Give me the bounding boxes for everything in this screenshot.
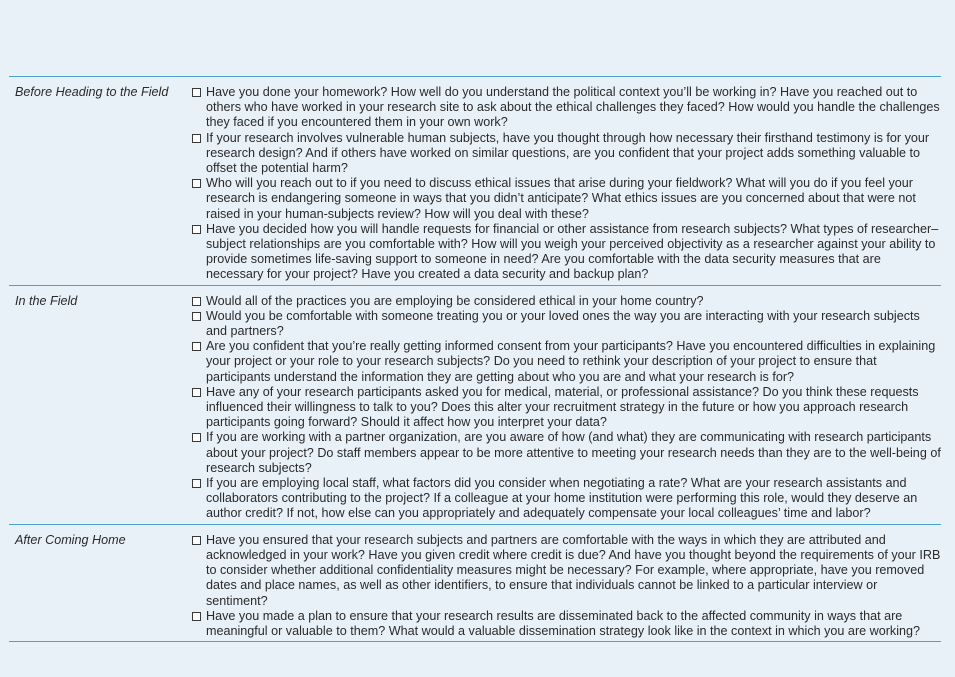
checkbox[interactable] [192, 342, 201, 351]
item-text: Would you be comfortable with someone treating you or your loved ones the way you are interacting with your research subjects and partners? [206, 308, 920, 339]
section-label: After Coming Home [15, 532, 126, 547]
checkbox[interactable] [192, 388, 201, 397]
checkbox[interactable] [192, 479, 201, 488]
checklist-item [192, 309, 941, 339]
checklist-item [192, 385, 941, 431]
checklist-item [192, 131, 941, 177]
checkbox[interactable] [192, 179, 201, 188]
checkbox[interactable] [192, 536, 201, 545]
checklist-item [192, 533, 941, 609]
checklist-item [192, 85, 941, 131]
item-text: Would all of the practices you are employing be considered ethical in your home country? [206, 293, 704, 308]
checklist-items [192, 533, 941, 639]
item-text: If your research involves vulnerable human subjects, have you thought through how necessary their firsthand testimony is for your research design? And if others have worked on similar questions, are you confident that your project adds something valuable to offset the potential harm? [206, 130, 930, 176]
checklist-item [192, 609, 941, 639]
checkbox[interactable] [192, 297, 201, 306]
checkbox[interactable] [192, 612, 201, 621]
item-text: Have any of your research participants asked you for medical, material, or professional assistance? Do you think these requests influenced their willingness to talk to you? Does this alter your recruitment strategy in the future or how you approach research participants going forward? Should it affect how you interpret your data? [206, 384, 919, 430]
checkbox[interactable] [192, 225, 201, 234]
checklist-item [192, 339, 941, 385]
checklist-item [192, 294, 941, 309]
item-text: Have you made a plan to ensure that your research results are disseminated back to the affected community in ways that are meaningful or valuable to them? What would a valuable dissemination strategy look like in the context in which you are working? [206, 608, 921, 638]
item-text: If you are working with a partner organization, are you aware of how (and what) they are communicating with research participants about your project? Do staff members appear to be more attentive to meeting your research needs than they are to the well-being of research subjects? [206, 430, 941, 475]
item-text: Have you done your homework? How well do you understand the political context you’ll be working in? Have you reached out to others who have worked in your research site to ask about the ethical challenges they faced? How would you handle the challenges they faced if you encountered them in your own work? [206, 85, 940, 130]
item-text: Who will you reach out to if you need to discuss ethical issues that arise during your fieldwork? What will you do if you feel your research is endangering someone in ways that you didn’t anticipate? What ethics issues are you concerned about that were not raised in your human-subjects review? How will you deal with these? [206, 176, 916, 221]
checklist-item [192, 430, 941, 476]
checkbox[interactable] [192, 134, 201, 143]
item-text: Have you decided how you will handle requests for financial or other assistance from research subjects? What types of researcher–subject relationships are you comfortable with? How will you weigh your perceived objectivity as a researcher against your ability to provide sometimes life-saving support to someone in need? Are you comfortable with the data security measures that are necessary for your project? Have you created a data security and backup plan? [206, 221, 939, 282]
checklist-items [192, 85, 941, 283]
checklist-item [192, 176, 941, 222]
item-text: Have you ensured that your research subjects and partners are comfortable with the ways in which they are attributed and acknowledged in your work? Have you given credit where credit is due? And have you thought beyond the requirements of your IRB to consider whether additional confidentiality measures might be necessary? For example, where appropriate, have you removed dates and place names, as well as other identifiers, to ensure that individuals cannot be linked to a particular interview or sentiment? [206, 532, 941, 608]
section-in-field [9, 286, 941, 525]
checkbox[interactable] [192, 88, 201, 97]
item-text: Are you confident that you’re really getting informed consent from your participants? Have you encountered difficulties in explaining your project or your role to your research subjects? Do you need to rethink your description of your project to ensure that participants understand the information they are getting about who you are and what your research is for? [206, 339, 936, 384]
checklist-item [192, 476, 941, 522]
section-before-field [9, 77, 941, 286]
ethics-checklist [9, 76, 941, 642]
checklist-item [192, 222, 941, 283]
section-label: Before Heading to the Field [15, 85, 169, 99]
checkbox[interactable] [192, 433, 201, 442]
checkbox[interactable] [192, 312, 201, 321]
item-text: If you are employing local staff, what factors did you consider when negotiating a rate? What are your research assistants and collaborators contributing to the project? If a colleague at your home institution were performing this role, would they deserve an author credit? If not, how else can you appropriately and adequately compensate your local colleagues’ time and labor? [206, 476, 918, 521]
section-label: In the Field [15, 293, 78, 308]
section-after-home [9, 525, 941, 642]
checklist-items [192, 294, 941, 522]
